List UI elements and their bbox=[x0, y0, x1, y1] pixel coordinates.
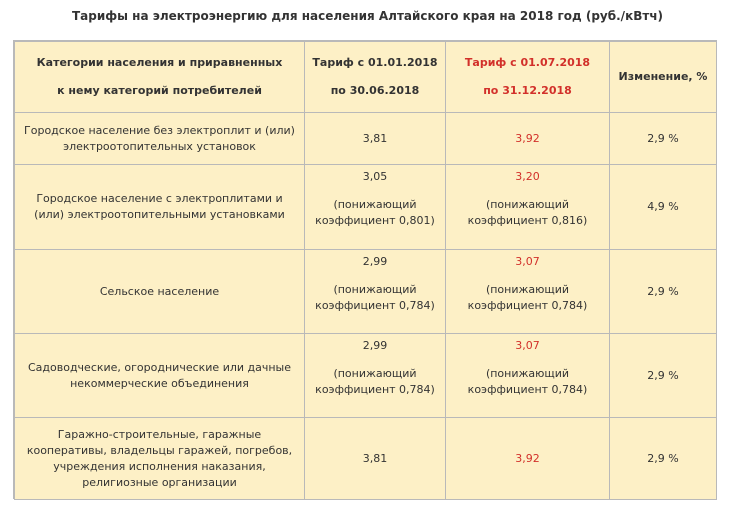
row-category: Садоводческие, огороднические или дачные некоммерческие объединения bbox=[15, 334, 305, 418]
row-tariff1 bbox=[305, 418, 446, 500]
tariff1-note: (понижающий bbox=[333, 198, 417, 211]
tariff2-note: (понижающий bbox=[485, 367, 570, 380]
table-row bbox=[15, 418, 717, 500]
row-change: 4,9 % bbox=[610, 165, 717, 250]
tariff-table bbox=[14, 41, 717, 500]
table-row bbox=[15, 113, 717, 165]
header-tariff2-line1: Тариф с 01.07.2018 bbox=[464, 56, 591, 69]
header-tariff1 bbox=[305, 42, 446, 113]
header-category-line2: к нему категорий потребителей bbox=[57, 84, 262, 97]
row-category: Сельское население bbox=[15, 250, 305, 334]
tariff-table-container bbox=[13, 40, 717, 499]
tariff1-value: 3,81 bbox=[362, 131, 388, 145]
tariff2-value: 3,07 bbox=[515, 255, 540, 268]
table-row bbox=[15, 165, 717, 250]
row-tariff2 bbox=[446, 334, 610, 418]
row-tariff1 bbox=[305, 334, 446, 418]
tariff2-value: 3,07 bbox=[515, 339, 540, 352]
header-category bbox=[15, 42, 305, 113]
table-row bbox=[15, 334, 717, 418]
header-category-line1: Категории населения и приравненных bbox=[36, 56, 283, 69]
tariff2-coefficient: коэффициент 0,784) bbox=[467, 299, 588, 312]
tariff2-coefficient: коэффициент 0,784) bbox=[467, 383, 588, 396]
tariff1-coefficient: коэффициент 0,784) bbox=[315, 299, 435, 312]
tariff1-value: 2,99 bbox=[362, 255, 388, 268]
row-category: Городское население с электроплитами и (или) электроотопительными установками bbox=[15, 165, 305, 250]
tariff1-value: 3,05 bbox=[362, 170, 388, 183]
row-category: Городское население без электроплит и (или) электроотопительных установок bbox=[15, 113, 305, 165]
tariff2-value: 3,20 bbox=[515, 170, 540, 183]
row-tariff2 bbox=[446, 250, 610, 334]
row-change: 2,9 % bbox=[610, 418, 717, 500]
tariff1-value: 3,81 bbox=[362, 451, 388, 465]
row-change: 2,9 % bbox=[610, 334, 717, 418]
tariff1-note: (понижающий bbox=[333, 283, 417, 296]
tariff2-value: 3,92 bbox=[515, 131, 540, 145]
header-tariff2 bbox=[446, 42, 610, 113]
tariff2-note: (понижающий bbox=[485, 283, 570, 296]
header-tariff1-line1: Тариф с 01.01.2018 bbox=[312, 56, 438, 69]
tariff2-note: (понижающий bbox=[485, 198, 570, 211]
row-tariff2 bbox=[446, 165, 610, 250]
table-header-row bbox=[15, 42, 717, 113]
tariff1-coefficient: коэффициент 0,784) bbox=[315, 383, 435, 396]
row-tariff1 bbox=[305, 250, 446, 334]
page-title: Тарифы на электроэнергию для населения Алтайского края на 2018 год (руб./кВтч) bbox=[71, 9, 664, 23]
tariff1-value: 2,99 bbox=[362, 339, 388, 352]
tariff1-note: (понижающий bbox=[333, 367, 417, 380]
tariff1-coefficient: коэффициент 0,801) bbox=[315, 214, 435, 227]
header-tariff2-line2: по 31.12.2018 bbox=[483, 84, 572, 97]
row-change: 2,9 % bbox=[610, 113, 717, 165]
row-change: 2,9 % bbox=[610, 250, 717, 334]
row-tariff2 bbox=[446, 113, 610, 165]
row-tariff1 bbox=[305, 165, 446, 250]
row-category: Гаражно-строительные, гаражные кооперативы, владельцы гаражей, погребов, учреждения исполнения наказания, религиозные организации bbox=[15, 418, 305, 500]
tariff2-coefficient: коэффициент 0,816) bbox=[467, 214, 588, 227]
table-row bbox=[15, 250, 717, 334]
row-tariff2 bbox=[446, 418, 610, 500]
row-tariff1 bbox=[305, 113, 446, 165]
tariff2-value: 3,92 bbox=[515, 451, 540, 465]
header-change: Изменение, % bbox=[610, 42, 717, 113]
header-tariff1-line2: по 30.06.2018 bbox=[330, 84, 420, 97]
